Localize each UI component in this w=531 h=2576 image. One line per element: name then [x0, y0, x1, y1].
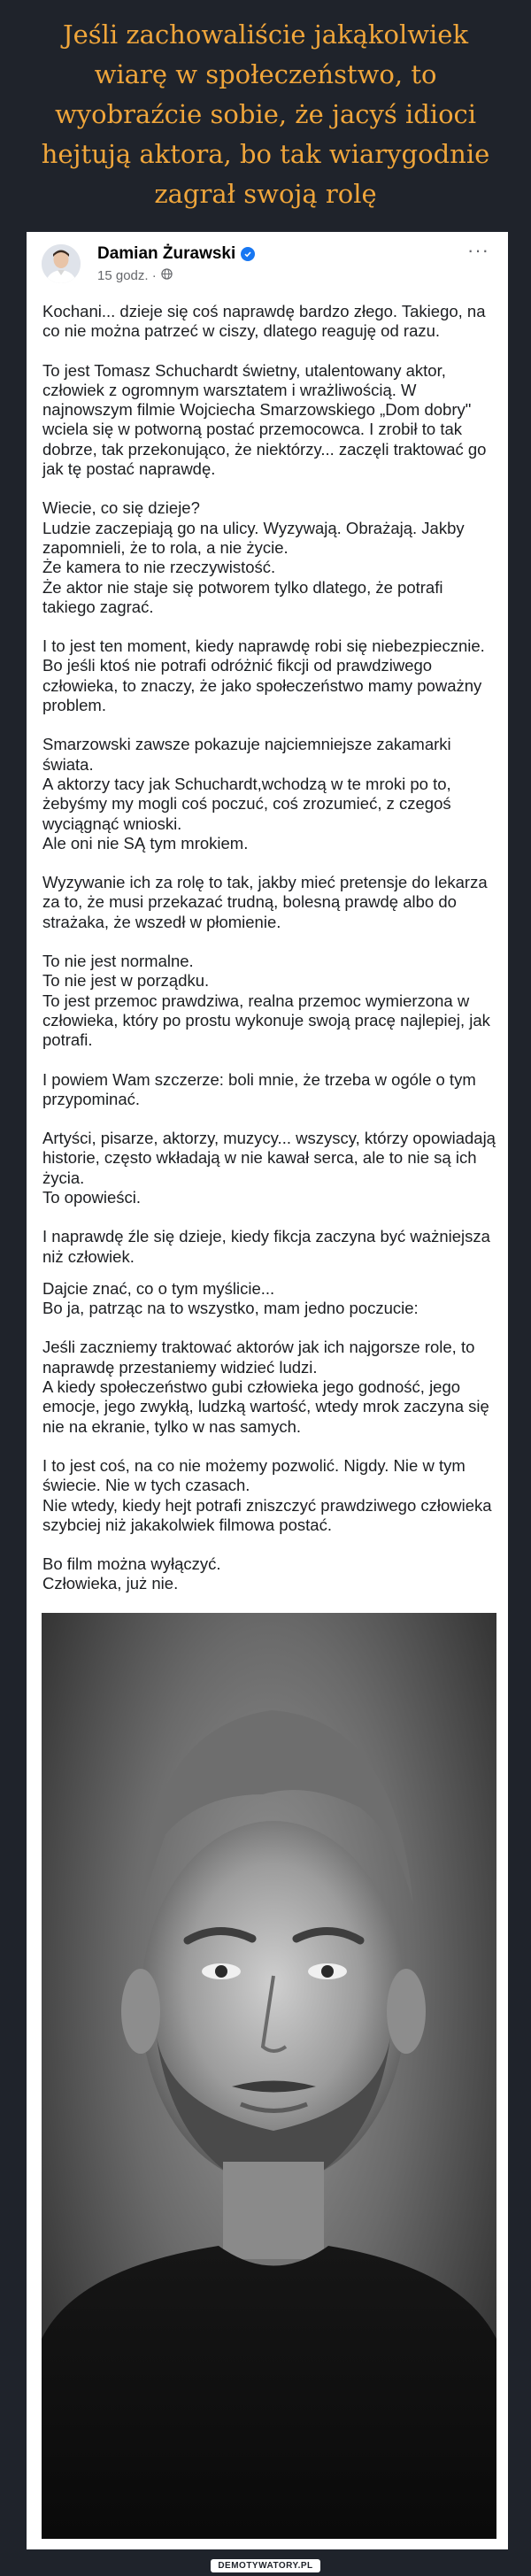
post-meta [97, 268, 173, 283]
post-timestamp[interactable]: 15 godz. · [97, 268, 157, 283]
globe-icon [161, 268, 173, 283]
site-watermark [0, 2557, 531, 2572]
portrait-illustration [42, 1613, 496, 2539]
post-paragraph: Smarzowski zawsze pokazuje najciemniejsze zakamarki świata. A aktorzy tacy jak Schuchardt,wchodzą w te mroki po to, żebyśmy my mogli coś poczuć, coś zrozumieć, z czegoś wyciągnąć wnioski. Ale oni nie SĄ tym mrokiem. [42, 735, 451, 852]
author-name[interactable]: Damian Żurawski [97, 244, 236, 263]
post-paragraph: To jest Tomasz Schuchardt świetny, utalentowany aktor, człowiek z ogromnym warsztatem i wrażliwością. W najnowszym filmie Wojciecha Smarzowskiego „Dom dobry" wciela się w potworną postać przemocowca. I zrobił to tak dobrze, tak przekonująco, że niektórzy... zaczęli traktować go jak tę postać naprawdę. [42, 360, 487, 479]
author-name-row[interactable] [97, 244, 255, 264]
post-paragraph: Kochani... dzieje się coś naprawdę bardzo złego. Takiego, na co nie można patrzeć w ciszy, dlatego reaguję od razu. [42, 302, 486, 341]
post-paragraph: Bo film można wyłączyć. Człowieka, już nie. [42, 1554, 221, 1593]
post-paragraph: I to jest ten moment, kiedy naprawdę robi się niebezpiecznie. Bo jeśli ktoś nie potrafi odróżnić fikcji od prawdziwego człowieka, to znaczy, że jako społeczeństwo mamy poważny problem. [42, 636, 485, 715]
actor-portrait-photo[interactable] [42, 1613, 496, 2539]
post-header [27, 232, 508, 296]
post-paragraph: I powiem Wam szczerze: boli mnie, że trzeba w ogóle o tym przypominać. [42, 1069, 476, 1108]
avatar-portrait-icon [42, 244, 81, 283]
post-paragraph: Dajcie znać, co o tym myślicie... Bo ja, patrząc na to wszystko, mam jedno poczucie: [42, 1278, 419, 1318]
post-paragraph: Wyzywanie ich za rolę to tak, jakby mieć pretensje do lekarza za to, że musi przekazać trudną, bolesną prawdę albo do strażaka, że wszedł w płomienie. [42, 873, 488, 931]
avatar[interactable] [42, 244, 81, 283]
headline-banner [0, 0, 531, 228]
post-paragraph: I naprawdę źle się dzieje, kiedy fikcja zaczyna być ważniejsza niż człowiek. [42, 1227, 490, 1266]
post-paragraph: Artyści, pisarze, aktorzy, muzycy... wszyscy, którzy opowiadają historie, często wkładają w nie kawał serca, ale to nie są ich życia. To opowieści. [42, 1129, 496, 1207]
more-options-icon[interactable]: ··· [467, 239, 489, 261]
post-body [27, 302, 508, 1614]
post-paragraph: Jeśli zaczniemy traktować aktorów jak ich najgorsze role, to naprawdę przestaniemy widzieć ludzi. A kiedy społeczeństwo gubi człowieka jego godność, jego emocje, jego zwykłą, ludzką wartość, wtedy mrok zaczyna się nie na ekranie, tylko w nas samych. [42, 1338, 489, 1436]
facebook-post-card [27, 232, 508, 2549]
post-paragraph: To nie jest normalne. To nie jest w porządku. To jest przemoc prawdziwa, realna przemoc wymierzona w człowieka, który po prostu wykonuje swoją pracę najlepiej, jak potrafi. [42, 952, 490, 1050]
verified-badge-icon [241, 247, 255, 261]
post-paragraph: Wiecie, co się dzieje? Ludzie zaczepiają go na ulicy. Wyzywają. Obrażają. Jakby zapomnieli, że to rola, a nie życie. Że kamera to nie rzeczywistość. Że aktor nie staje się potworem tylko dlatego, że potrafi takiego zagrać. [42, 498, 465, 616]
watermark-label: DEMOTYWATORY.PL [211, 2559, 319, 2572]
post-paragraph: I to jest coś, na co nie możemy pozwolić. Nigdy. Nie w tym świecie. Nie w tych czasach. Nie wtedy, kiedy hejt potrafi zniszczyć prawdziwego człowieka szybciej niż jakakolwiek filmowa postać. [42, 1455, 492, 1534]
headline-title: Jeśli zachowaliście jakąkolwiek wiarę w społeczeństwo, to wyobraźcie sobie, że jacyś idioci hejtują aktora, bo tak wiarygodnie zagrał swoją rolę [41, 19, 490, 209]
